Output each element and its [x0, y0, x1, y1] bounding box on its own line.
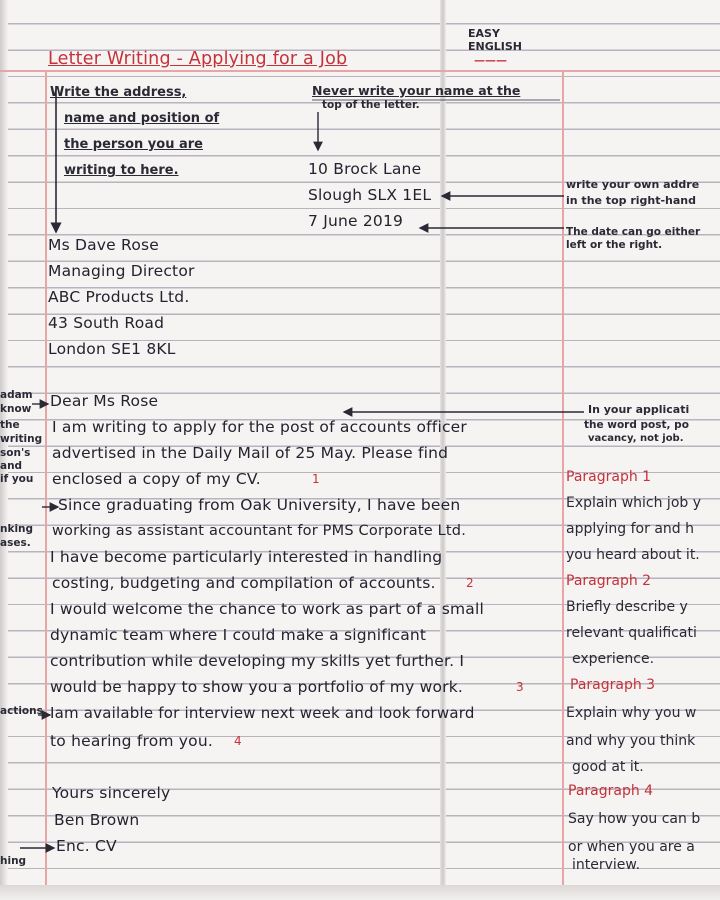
left-margin-note: hing	[0, 855, 27, 867]
date-note-line: The date can go either	[566, 226, 701, 238]
letter-line: enclosed a copy of my CV.	[52, 470, 261, 488]
sidebar-heading-3: Paragraph 3	[570, 677, 656, 693]
vacancy-note-line: In your applicati	[588, 403, 690, 416]
left-margin-note: and	[0, 460, 23, 472]
sidebar-line: applying for and h	[566, 521, 694, 537]
sidebar-line: you heard about it.	[566, 547, 700, 563]
sidebar-line: experience.	[572, 651, 655, 667]
sidebar-line: good at it.	[572, 759, 644, 775]
vacancy-note-line: the word post, po	[584, 419, 689, 431]
letter-line: I have become particularly interested in handling	[50, 548, 443, 566]
name-note-line: Never write your name at the	[312, 83, 521, 98]
recipient-address-line: London SE1 8KL	[48, 340, 176, 358]
letter-line: contribution while developing my skills yet further. I	[50, 652, 465, 670]
letter-greeting: Dear Ms Rose	[50, 392, 159, 410]
page-title: Letter Writing - Applying for a Job	[48, 49, 348, 69]
letter-date: 7 June 2019	[308, 212, 404, 230]
recipient-note-line: Write the address,	[50, 85, 187, 100]
left-margin-note: if you	[0, 473, 34, 485]
date-note-line: left or the right.	[566, 239, 663, 251]
sidebar-line: and why you think	[566, 733, 696, 749]
letter-line: Iam available for interview next week and look forward	[50, 704, 475, 722]
recipient-address-line: Managing Director	[48, 262, 195, 280]
name-note-line: top of the letter.	[322, 99, 420, 111]
own-address-note-line: in the top right-hand	[566, 194, 697, 207]
recipient-note-line: writing to here.	[64, 163, 179, 178]
letter-line: advertised in the Daily Mail of 25 May. Please find	[52, 444, 449, 462]
sidebar-number: 4	[644, 783, 654, 799]
sidebar-line: Say how you can b	[568, 811, 701, 827]
left-margin-note: actions	[0, 705, 43, 717]
left-margin-note: son's	[0, 447, 31, 459]
sidebar-number: 2	[642, 573, 652, 589]
sidebar-line: Briefly describe y	[566, 599, 688, 615]
letter-enclosure: Enc. CV	[56, 837, 117, 855]
sidebar-heading-4: Paragraph 4	[568, 783, 654, 799]
letter-line: working as assistant accountant for PMS Corporate Ltd.	[52, 523, 467, 539]
left-margin-note: know	[0, 403, 32, 415]
letter-closing: Yours sincerely	[52, 784, 171, 802]
sidebar-line: relevant qualificati	[566, 625, 697, 641]
sidebar-heading-1: Paragraph 1	[566, 469, 652, 485]
paragraph-marker-4: 4	[234, 734, 242, 748]
left-margin-note: adam	[0, 389, 33, 401]
letter-line: I am writing to apply for the post of accounts officer	[52, 418, 467, 436]
brand-mark: ———	[474, 54, 507, 67]
sidebar-line: Explain which job y	[566, 495, 702, 511]
recipient-note-line: name and position of	[64, 111, 220, 126]
recipient-note-line: the person you are	[64, 137, 203, 152]
sender-address-line: Slough SLX 1EL	[308, 186, 432, 204]
own-address-note-line: write your own addre	[566, 178, 700, 191]
left-margin-note: writing	[0, 433, 43, 445]
sidebar-number: 1	[642, 469, 652, 485]
recipient-address-line: 43 South Road	[48, 314, 165, 332]
letter-line: would be happy to show you a portfolio of my work.	[50, 678, 463, 696]
paragraph-marker-3: 3	[516, 680, 524, 694]
left-margin-note: nking	[0, 523, 34, 535]
letter-line: Since graduating from Oak University, I have been	[58, 496, 461, 514]
sender-address-line: 10 Brock Lane	[308, 160, 422, 178]
letter-line: costing, budgeting and compilation of accounts.	[52, 574, 436, 592]
letter-line: to hearing from you.	[50, 732, 214, 750]
letter-line: dynamic team where I could make a significant	[50, 626, 427, 644]
paragraph-marker-2: 2	[466, 576, 474, 590]
sidebar-line: Explain why you w	[566, 705, 697, 721]
sidebar-number: 3	[646, 677, 656, 693]
brand-line-2: ENGLISH	[468, 40, 522, 53]
sidebar-line: or when you are a	[568, 839, 695, 855]
letter-line: I would welcome the chance to work as part of a small	[50, 600, 484, 618]
left-margin-note: the	[0, 419, 20, 431]
letter-signature: Ben Brown	[54, 811, 140, 829]
paragraph-marker-1: 1	[312, 472, 320, 486]
recipient-address-line: Ms Dave Rose	[48, 236, 160, 254]
left-margin-note: ases.	[0, 537, 31, 549]
sidebar-heading-2: Paragraph 2	[566, 573, 652, 589]
sidebar-line: interview.	[572, 857, 641, 873]
recipient-address-line: ABC Products Ltd.	[48, 288, 190, 306]
brand-line-1: EASY	[468, 27, 500, 40]
vacancy-note-line: vacancy, not job.	[588, 433, 684, 444]
